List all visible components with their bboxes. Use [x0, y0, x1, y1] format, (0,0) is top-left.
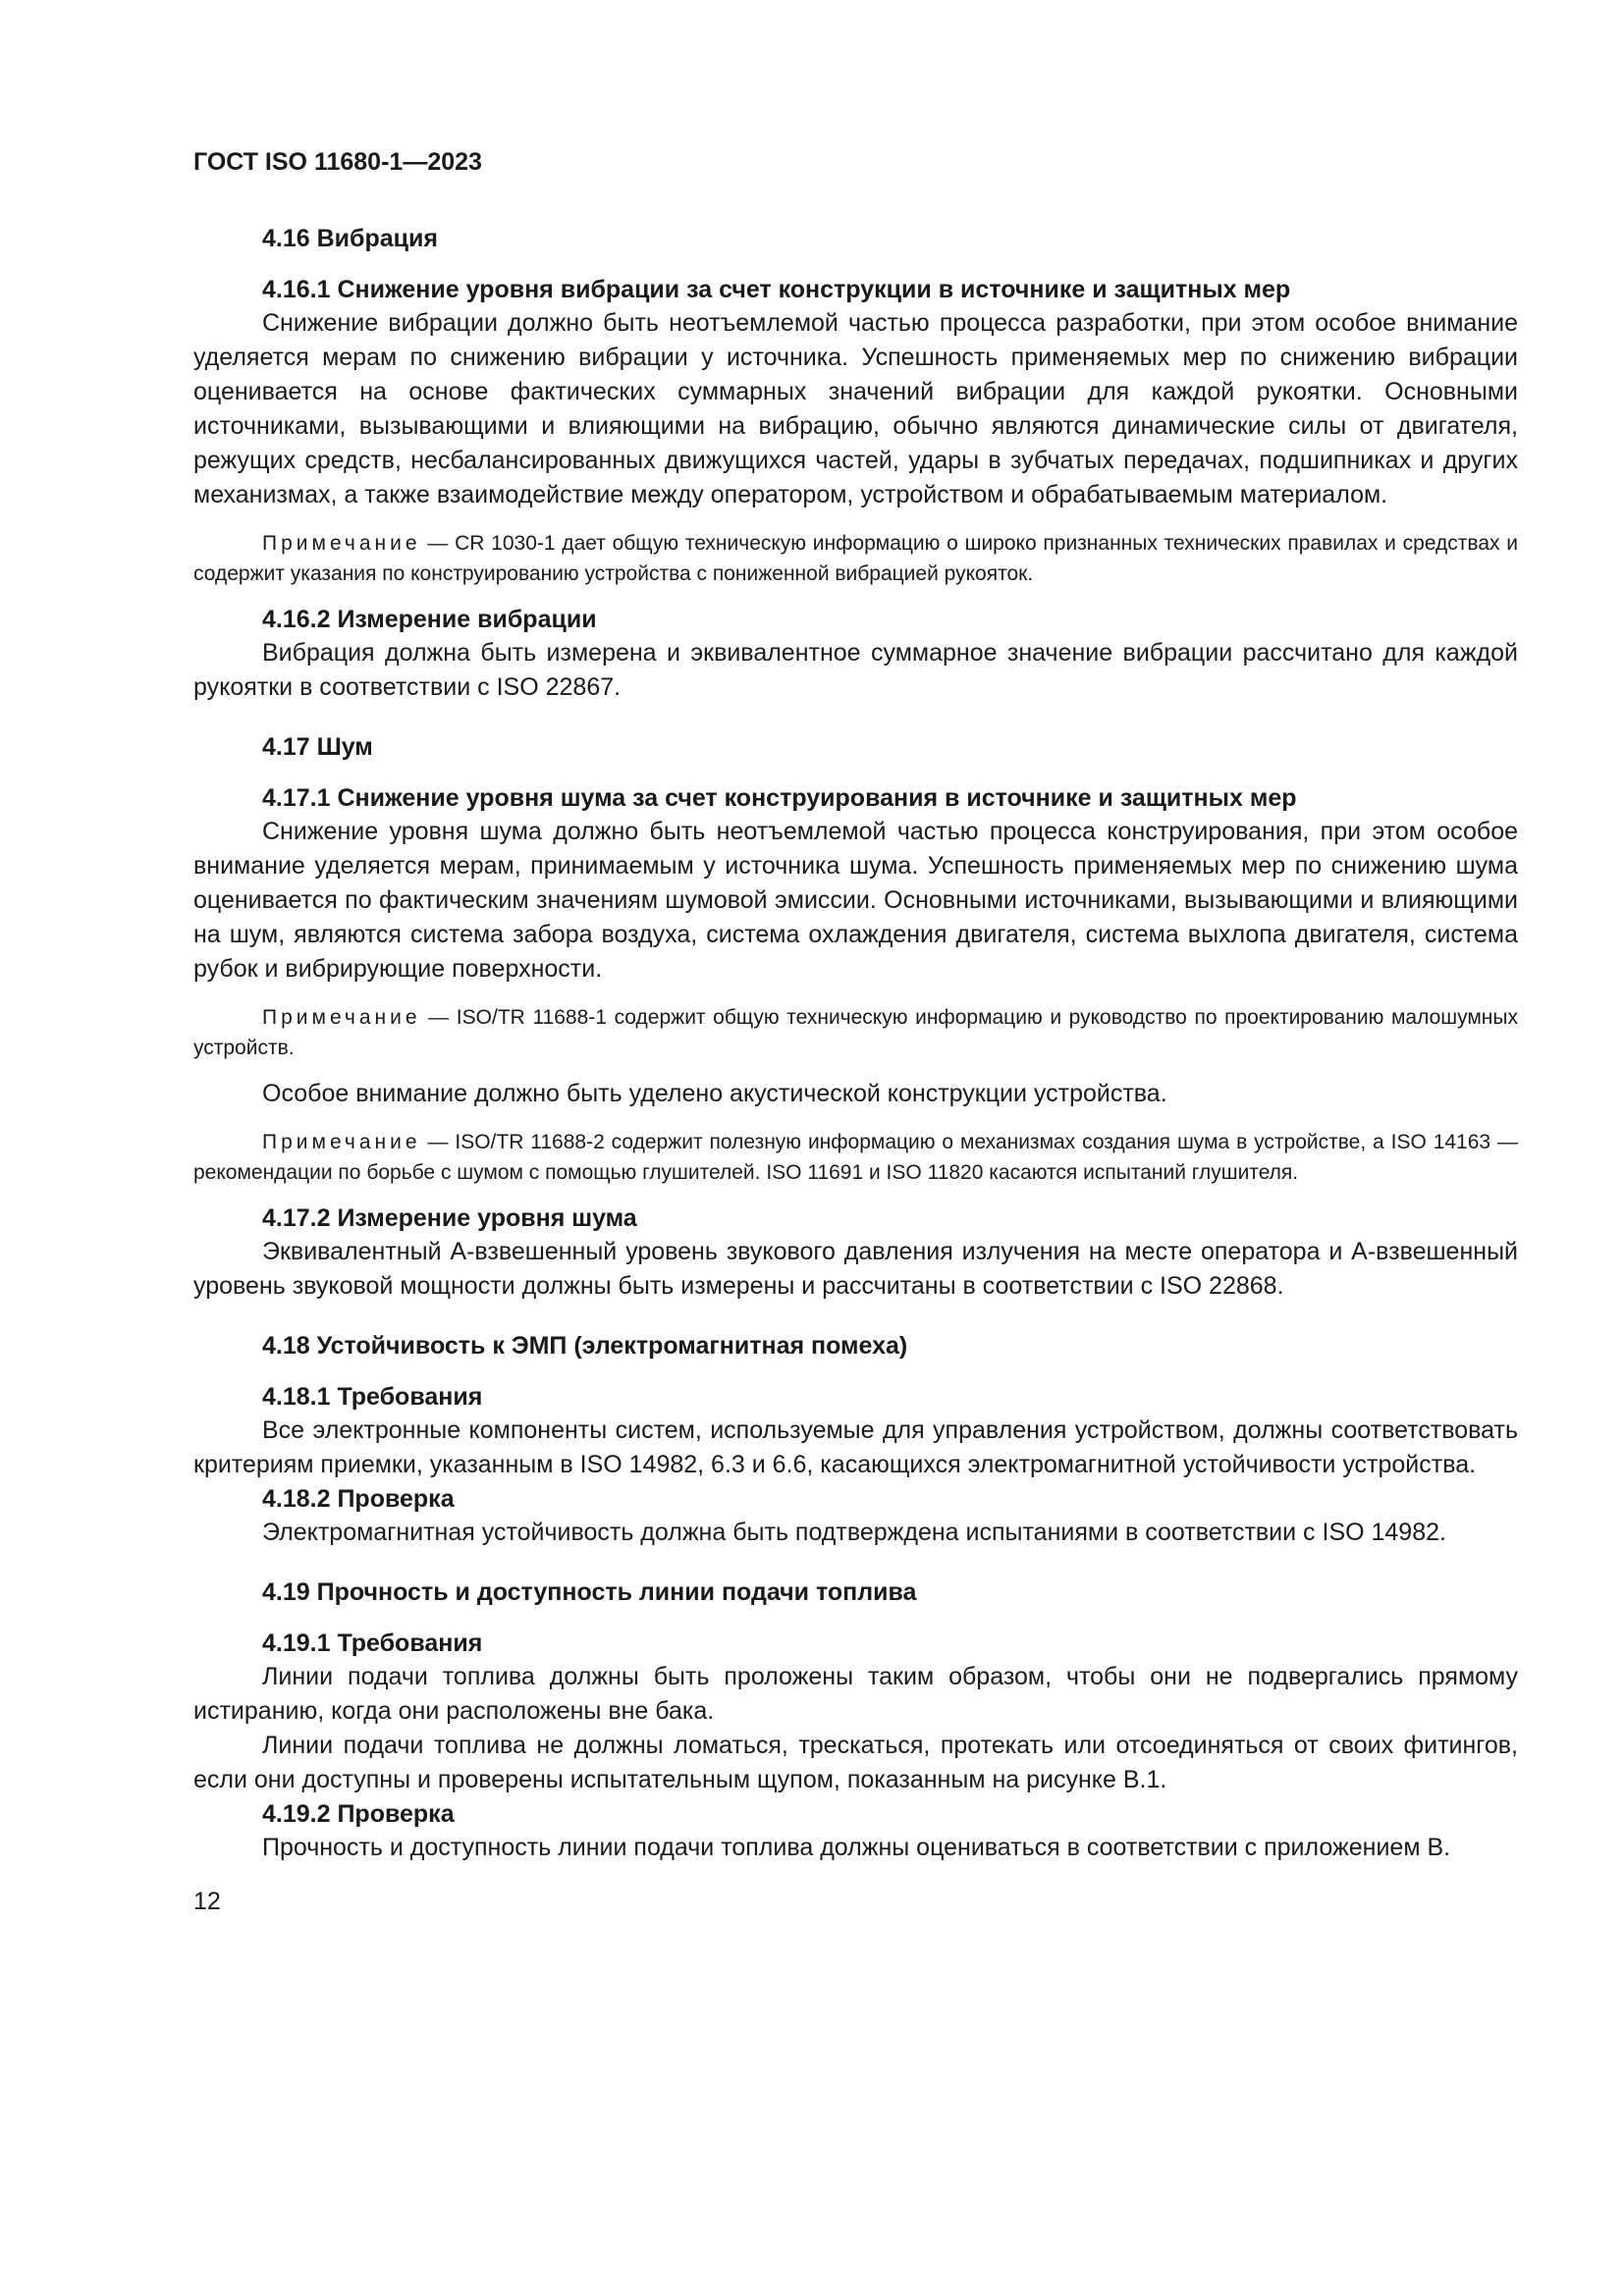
- section-4-17-1-note-2: [193, 1127, 1518, 1188]
- section-4-16-2-heading: 4.16.2 Измерение вибрации: [262, 606, 597, 633]
- section-4-18-2-heading: 4.18.2 Проверка: [262, 1485, 455, 1513]
- section-4-18-2-paragraph: Электромагнитная устойчивость должна быть подтверждена испытаниями в соответствии с ISO 14982.: [262, 1519, 1446, 1546]
- section-4-16-1-note: [193, 528, 1518, 589]
- section-4-17-1-paragraph-2: Особое внимание должно быть уделено акустической конструкции устройства.: [262, 1080, 1167, 1107]
- note-label: Примечание: [262, 532, 421, 555]
- section-4-17-1-paragraph: Снижение уровня шума должно быть неотъемлемой частью процесса конструирования, при этом особое внимание уделяется мерам, принимаемым у источника шума. Успешность применяемых мер по снижению шума оценивается по фактическим значениям шумовой эмиссии. Основными источниками, вызывающими и влияющими на шум, являются система забора воздуха, система охлаждения двигателя, система выхлопа двигателя, система рубок и вибрирующие поверхности.: [193, 818, 1518, 983]
- section-4-18-1-paragraph: Все электронные компоненты систем, используемые для управления устройством, должны соответствовать критериям приемки, указанным в ISO 14982, 6.3 и 6.6, касающихся электромагнитной устойчивости устройства.: [193, 1416, 1518, 1478]
- section-4-16-2-paragraph: Вибрация должна быть измерена и эквивалентное суммарное значение вибрации рассчитано для каждой рукоятки в соответствии с ISO 22867.: [193, 639, 1518, 701]
- note-label: Примечание: [262, 1131, 421, 1153]
- section-4-19-2-heading: 4.19.2 Проверка: [262, 1800, 455, 1828]
- section-4-18-heading: 4.18 Устойчивость к ЭМП (электромагнитная помеха): [262, 1332, 908, 1360]
- section-4-17-2-heading: 4.17.2 Измерение уровня шума: [262, 1204, 637, 1232]
- section-4-17-heading: 4.17 Шум: [262, 733, 373, 761]
- section-4-16-1-heading: 4.16.1 Снижение уровня вибрации за счет конструкции в источнике и защитных мер: [262, 276, 1291, 303]
- section-4-16-1-paragraph: Снижение вибрации должно быть неотъемлемой частью процесса разработки, при этом особое внимание уделяется мерам по снижению вибрации у источника. Успешность применяемых мер по снижению вибрации оценивается на основе фактических суммарных значений вибрации для каждой рукоятки. Основными источниками, вызывающими и влияющими на вибрацию, обычно являются динамические силы от двигателя, режущих средств, несбалансированных движущихся частей, удары в зубчатых передачах, подшипниках и других механизмах, а также взаимодействие между оператором, устройством и обрабатываемым материалом.: [193, 309, 1518, 508]
- document-id-header: ГОСТ ISO 11680-1—2023: [193, 148, 482, 176]
- section-4-19-2-paragraph: Прочность и доступность линии подачи топлива должны оцениваться в соответствии с приложением B.: [262, 1834, 1451, 1861]
- section-4-16-heading: 4.16 Вибрация: [262, 225, 438, 252]
- note-text: — CR 1030-1 дает общую техническую информацию о широко признанных технических правилах и средствах и содержит указания по конструированию устройства с пониженной вибрацией рукояток.: [193, 532, 1518, 585]
- section-4-19-1-paragraph: Линии подачи топлива должны быть проложены таким образом, чтобы они не подвергались прямому истиранию, когда они расположены вне бака.: [193, 1663, 1518, 1725]
- page-number: 12: [193, 1888, 221, 1915]
- section-4-17-1-note-1: [193, 1002, 1518, 1063]
- note-text: — ISO/TR 11688-2 содержит полезную информацию о механизмах создания шума в устройстве, а ISO 14163 — рекомендации по борьбе с шумом с помощью глушителей. ISO 11691 и ISO 11820 касаются испытаний глушителя.: [193, 1131, 1518, 1184]
- section-4-17-2-paragraph: Эквивалентный A-взвешенный уровень звукового давления излучения на месте оператора и A-взвешенный уровень звуковой мощности должны быть измерены и рассчитаны в соответствии с ISO 22868.: [193, 1238, 1518, 1300]
- note-label: Примечание: [262, 1006, 421, 1029]
- section-4-17-1-heading: 4.17.1 Снижение уровня шума за счет конструирования в источнике и защитных мер: [262, 784, 1297, 812]
- section-4-19-1-heading: 4.19.1 Требования: [262, 1629, 483, 1657]
- section-4-19-heading: 4.19 Прочность и доступность линии подачи топлива: [262, 1578, 917, 1606]
- section-4-18-1-heading: 4.18.1 Требования: [262, 1383, 483, 1411]
- document-page: [193, 147, 1518, 1916]
- section-4-19-1-paragraph-2: Линии подачи топлива не должны ломаться, трескаться, протекать или отсоединяться от своих фитингов, если они доступны и проверены испытательным щупом, показанным на рисунке B.1.: [193, 1732, 1518, 1793]
- note-text: — ISO/TR 11688-1 содержит общую техническую информацию и руководство по проектированию малошумных устройств.: [193, 1006, 1518, 1059]
